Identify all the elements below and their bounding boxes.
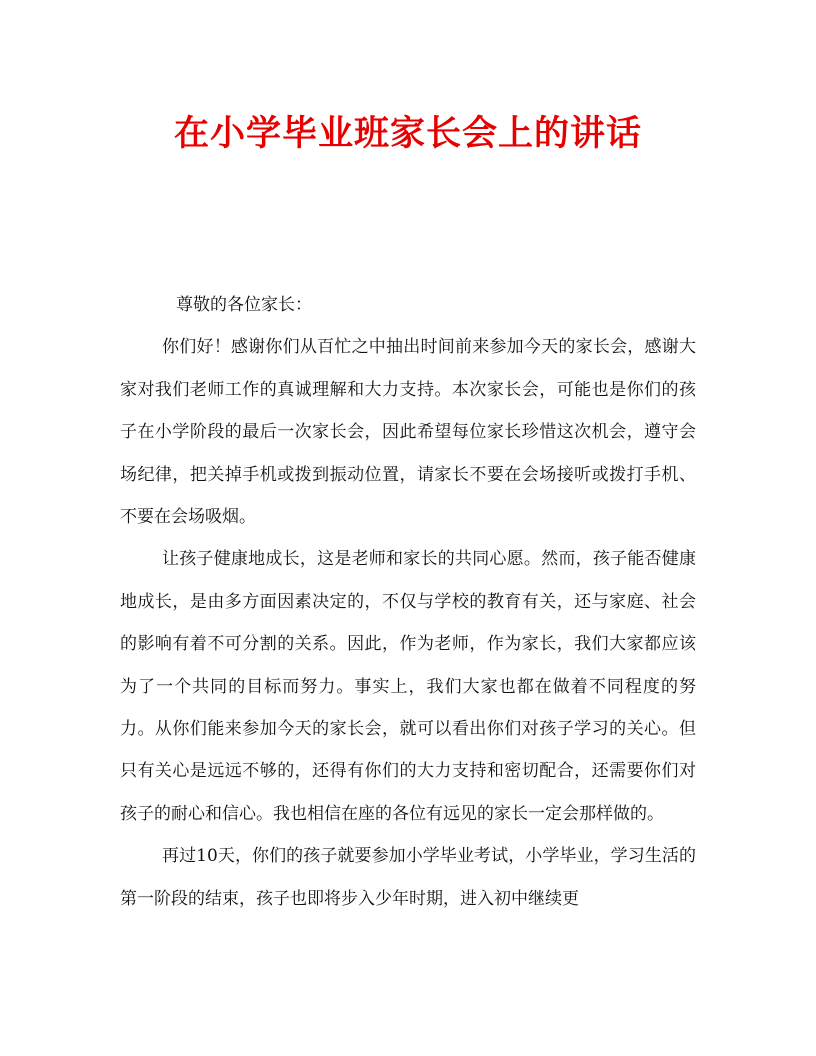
- paragraph-3: 再过10天，你们的孩子就要参加小学毕业考试，小学毕业，学习生活的第一阶段的结束，孩子也即将步入少年时期，进入初中继续更: [120, 846, 696, 909]
- document-body: [120, 284, 696, 920]
- salutation: 尊敬的各位家长：: [176, 295, 312, 315]
- document-title: 在小学毕业班家长会上的讲话: [173, 113, 642, 154]
- paragraph-2: 让孩子健康地成长，这是老师和家长的共同心愿。然而，孩子能否健康地成长，是由多方面因素决定的，不仅与学校的教育有关，还与家庭、社会的影响有着不可分割的关系。因此，作为老师，作为家长，我们大家都应该为了一个共同的目标而努力。事实上，我们大家也都在做着不同程度的努力。从你们能来参加今天的家长会，就可以看出你们对孩子学习的关心。但只有关心是远远不够的，还得有你们的大力支持和密切配合，还需要你们对孩子的耐心和信心。我也相信在座的各位有远见的家长一定会那样做的。: [120, 549, 696, 824]
- paragraph-1: 你们好！感谢你们从百忙之中抽出时间前来参加今天的家长会，感谢大家对我们老师工作的真诚理解和大力支持。本次家长会，可能也是你们的孩子在小学阶段的最后一次家长会，因此希望每位家长珍惜这次机会，遵守会场纪律，把关掉手机或拨到振动位置，请家长不要在会场接听或拨打手机、不要在会场吸烟。: [120, 337, 696, 528]
